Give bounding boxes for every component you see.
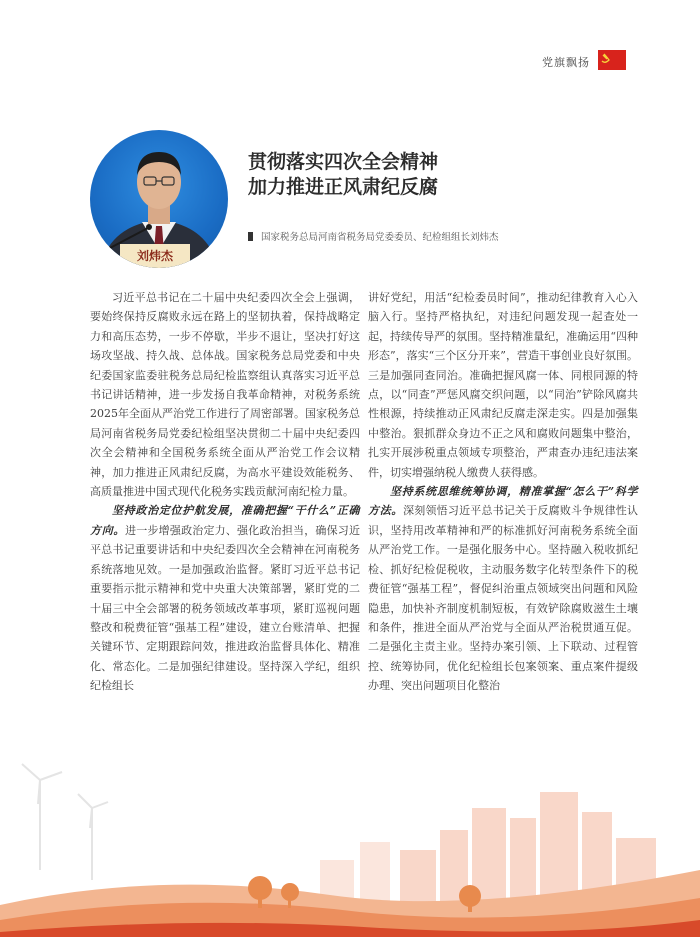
party-flag-icon [598, 50, 626, 70]
title-line-2: 加力推进正风肃纪反腐 [248, 176, 439, 198]
left-column [90, 288, 360, 696]
right-column [368, 288, 638, 696]
nameplate: 刘炜杰 [120, 244, 190, 268]
paragraph-body: 深刻领悟习近平总书记关于反腐败斗争规律性认识，坚持用改革精神和严的标准抓好河南税务系统全面从严治党工作。一是强化服务中心。坚持融入税收抓纪检、抓好纪检促税收，主动服务数字化转型条件下的税费征管“强基工程”，督促纠治重点领域突出问题和风险隐患，加快补齐制度机制短板，有效铲除腐败滋生土壤和条件，推进全面从严治党与全面从严治税贯通互促。二是强化主责主业。坚持办案引领、上下联动、过程管控、统筹协同，优化纪检组长包案领案、重点案件提级办理、突出问题项目化整治 [368, 504, 639, 693]
author-portrait [90, 130, 228, 268]
paragraph [90, 501, 360, 695]
paragraph-body: 进一步增强政治定力、强化政治担当，确保习近平总书记重要讲话和中央纪委四次全会精神在河南税务系统落地见效。一是加强政治监督。紧盯习近平总书记重要指示批示精神和党中央重大决策部署，紧盯党的二十届三中全会部署的税务领域改革事项，紧盯巡视问题整改和税费征管“强基工程”建设，建立台账清单、把握关键环节、定期跟踪问效，推进政治监督具体化、精准化、常态化。二是加强纪律建设。坚持深入学纪，组织纪检组长 [90, 523, 361, 693]
paragraph-lead: 坚持政治定位护航发展，准确把握“干什么”正确方向。 [90, 504, 360, 537]
section-tag: 党旗飘扬 [542, 56, 590, 69]
paragraph [368, 482, 638, 695]
city-skyline-wind-turbine-illustration [0, 720, 700, 937]
article-title [248, 150, 438, 200]
author-byline [248, 229, 499, 243]
byline-text: 国家税务总局河南省税务局党委委员、纪检组组长刘炜杰 [261, 232, 499, 243]
title-line-1: 贯彻落实四次全会精神 [248, 151, 439, 173]
paragraph: 讲好党纪，用活“纪检委员时间”，推动纪律教育入心入脑入行。坚持严格执纪，对违纪问题发现一起查处一起，持续传导严的氛围。坚持精准量纪，准确运用“四种形态”，落实“三个区分开来”，营造干事创业良好氛围。三是加强同查同治。准确把握风腐一体、同根同源的特点，以“同查”严惩风腐交织问题，以“同治”铲除风腐共性根源，持续推动正风肃纪反腐走深走实。四是加强集中整治。狠抓群众身边不正之风和腐败问题集中整治，扎实开展涉税重点领域专项整治，严肃查办违纪违法案件，切实增强纳税人缴费人获得感。 [368, 291, 638, 479]
paragraph-lead: 坚持系统思维统筹协调，精准掌握“怎么干”科学方法。 [368, 485, 638, 518]
paragraph: 习近平总书记在二十届中央纪委四次全会上强调，要始终保持反腐败永远在路上的坚韧执着，保持战略定力和高压态势，一步不停歇，半步不退让，坚决打好这场攻坚战、持久战、总体战。国家税务总局党委和中央纪委国家监委驻税务总局纪检监察组认真落实习近平总书记讲话精神，进一步发扬自我革命精神，对税务系统2025年全面从严治党工作进行了周密部署。国家税务总局河南省税务局党委纪检组坚决贯彻二十届中央纪委四次全会精神和全国税务系统全面从严治党工作会议精神，加力推进正风肃纪反腐，为高水平建设效能税务、高质量推进中国式现代化税务实践贡献河南纪检力量。 [90, 291, 360, 499]
square-bullet-icon [248, 232, 253, 241]
